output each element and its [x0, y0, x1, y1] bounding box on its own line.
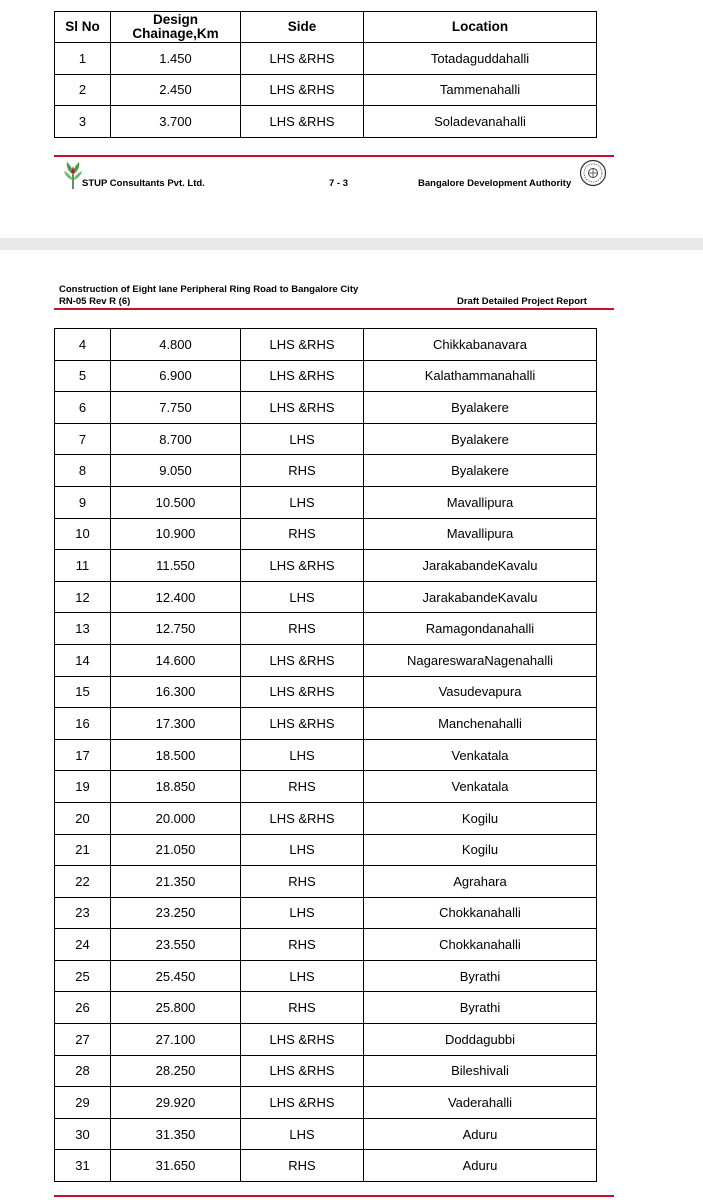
- cell-chainage: 21.050: [111, 834, 241, 866]
- footer-company: STUP Consultants Pvt. Ltd.: [82, 178, 205, 189]
- column-header-sl-no: Sl No: [55, 12, 111, 43]
- header-rule: [54, 308, 614, 310]
- cell-sl-no: 4: [55, 329, 111, 361]
- header-report-type: Draft Detailed Project Report: [457, 296, 587, 307]
- cell-sl-no: 10: [55, 518, 111, 550]
- cell-chainage: 6.900: [111, 360, 241, 392]
- cell-sl-no: 8: [55, 455, 111, 487]
- cell-sl-no: 16: [55, 708, 111, 740]
- cell-chainage: 27.100: [111, 1024, 241, 1056]
- table-row: [55, 992, 597, 1024]
- cell-location: Chokkanahalli: [364, 929, 597, 961]
- table-row: [55, 613, 597, 645]
- cell-location: Ramagondanahalli: [364, 613, 597, 645]
- cell-location: Aduru: [364, 1150, 597, 1182]
- cell-sl-no: 21: [55, 834, 111, 866]
- cell-location: Doddagubbi: [364, 1024, 597, 1056]
- table-row: [55, 360, 597, 392]
- table-row: [55, 43, 597, 75]
- table-row: [55, 960, 597, 992]
- cell-location: Mavallipura: [364, 518, 597, 550]
- cell-chainage: 1.450: [111, 43, 241, 75]
- cell-sl-no: 15: [55, 676, 111, 708]
- cell-chainage: 20.000: [111, 802, 241, 834]
- cell-location: Venkatala: [364, 771, 597, 803]
- cell-chainage: 23.250: [111, 897, 241, 929]
- cell-chainage: 3.700: [111, 106, 241, 138]
- cell-sl-no: 19: [55, 771, 111, 803]
- cell-side: LHS: [241, 581, 364, 613]
- cell-side: LHS &RHS: [241, 43, 364, 75]
- cell-sl-no: 7: [55, 423, 111, 455]
- cell-chainage: 4.800: [111, 329, 241, 361]
- cell-location: JarakabandeKavalu: [364, 550, 597, 582]
- cell-chainage: 18.850: [111, 771, 241, 803]
- cell-side: RHS: [241, 929, 364, 961]
- cell-location: Soladevanahalli: [364, 106, 597, 138]
- cell-sl-no: 1: [55, 43, 111, 75]
- cell-chainage: 12.400: [111, 581, 241, 613]
- table-row: [55, 834, 597, 866]
- cell-chainage: 31.350: [111, 1118, 241, 1150]
- cell-location: Chokkanahalli: [364, 897, 597, 929]
- cell-sl-no: 13: [55, 613, 111, 645]
- cell-sl-no: 24: [55, 929, 111, 961]
- table-row: [55, 1055, 597, 1087]
- cell-location: Byrathi: [364, 960, 597, 992]
- cell-chainage: 11.550: [111, 550, 241, 582]
- table-row: [55, 676, 597, 708]
- stup-logo-icon: [62, 160, 84, 190]
- table-row: [55, 897, 597, 929]
- cell-sl-no: 12: [55, 581, 111, 613]
- cell-side: RHS: [241, 613, 364, 645]
- table-row: [55, 486, 597, 518]
- chainage-table-page-2: [54, 328, 597, 1182]
- cell-sl-no: 6: [55, 392, 111, 424]
- bda-seal-icon: [579, 159, 607, 187]
- cell-side: LHS &RHS: [241, 802, 364, 834]
- table-row: [55, 1087, 597, 1119]
- footer-rule-page-2: [54, 1195, 614, 1197]
- cell-side: LHS &RHS: [241, 360, 364, 392]
- table-row: [55, 455, 597, 487]
- column-header-chainage-line1: Design: [152, 12, 198, 27]
- cell-location: Totadaguddahalli: [364, 43, 597, 75]
- cell-location: Kalathammanahalli: [364, 360, 597, 392]
- page-separator: [0, 238, 703, 250]
- table-row: [55, 518, 597, 550]
- cell-location: Byalakere: [364, 392, 597, 424]
- cell-location: Aduru: [364, 1118, 597, 1150]
- cell-side: RHS: [241, 455, 364, 487]
- table-row: [55, 802, 597, 834]
- cell-chainage: 23.550: [111, 929, 241, 961]
- cell-side: LHS: [241, 897, 364, 929]
- cell-side: LHS: [241, 834, 364, 866]
- cell-location: Venkatala: [364, 739, 597, 771]
- footer-authority: Bangalore Development Authority: [418, 178, 572, 189]
- cell-sl-no: 25: [55, 960, 111, 992]
- cell-location: NagareswaraNagenahalli: [364, 644, 597, 676]
- cell-side: LHS &RHS: [241, 392, 364, 424]
- table-row: [55, 708, 597, 740]
- cell-chainage: 14.600: [111, 644, 241, 676]
- cell-sl-no: 27: [55, 1024, 111, 1056]
- cell-chainage: 31.650: [111, 1150, 241, 1182]
- cell-side: RHS: [241, 866, 364, 898]
- footer-rule: [54, 155, 614, 157]
- cell-location: Tammenahalli: [364, 74, 597, 106]
- table-row: [55, 739, 597, 771]
- cell-chainage: 21.350: [111, 866, 241, 898]
- cell-sl-no: 26: [55, 992, 111, 1024]
- cell-side: LHS &RHS: [241, 644, 364, 676]
- cell-sl-no: 29: [55, 1087, 111, 1119]
- cell-side: RHS: [241, 1150, 364, 1182]
- cell-sl-no: 23: [55, 897, 111, 929]
- cell-side: LHS &RHS: [241, 1024, 364, 1056]
- cell-sl-no: 2: [55, 74, 111, 106]
- cell-side: RHS: [241, 518, 364, 550]
- table-row: [55, 550, 597, 582]
- cell-location: Bileshivali: [364, 1055, 597, 1087]
- cell-chainage: 12.750: [111, 613, 241, 645]
- cell-chainage: 25.800: [111, 992, 241, 1024]
- column-header-chainage-line2: Chainage,Km: [132, 26, 219, 41]
- cell-location: Kogilu: [364, 834, 597, 866]
- cell-sl-no: 5: [55, 360, 111, 392]
- cell-sl-no: 20: [55, 802, 111, 834]
- cell-sl-no: 9: [55, 486, 111, 518]
- cell-side: LHS &RHS: [241, 708, 364, 740]
- cell-side: LHS: [241, 423, 364, 455]
- cell-chainage: 8.700: [111, 423, 241, 455]
- cell-chainage: 29.920: [111, 1087, 241, 1119]
- table-row: [55, 581, 597, 613]
- cell-location: Kogilu: [364, 802, 597, 834]
- table-row: [55, 1150, 597, 1182]
- cell-chainage: 7.750: [111, 392, 241, 424]
- cell-sl-no: 30: [55, 1118, 111, 1150]
- table-row: [55, 392, 597, 424]
- cell-location: Mavallipura: [364, 486, 597, 518]
- table-row: [55, 1024, 597, 1056]
- cell-sl-no: 17: [55, 739, 111, 771]
- cell-side: LHS: [241, 486, 364, 518]
- table-row: [55, 1118, 597, 1150]
- cell-chainage: 18.500: [111, 739, 241, 771]
- header-revision: RN-05 Rev R (6): [59, 296, 131, 307]
- cell-chainage: 2.450: [111, 74, 241, 106]
- table-row: [55, 866, 597, 898]
- cell-sl-no: 31: [55, 1150, 111, 1182]
- table-row: [55, 74, 597, 106]
- table-row: [55, 771, 597, 803]
- cell-chainage: 28.250: [111, 1055, 241, 1087]
- cell-location: Byalakere: [364, 455, 597, 487]
- footer-page-number: 7 - 3: [329, 178, 349, 189]
- cell-chainage: 9.050: [111, 455, 241, 487]
- table-row: [55, 929, 597, 961]
- cell-chainage: 10.500: [111, 486, 241, 518]
- cell-side: LHS &RHS: [241, 74, 364, 106]
- cell-side: LHS: [241, 960, 364, 992]
- cell-side: LHS &RHS: [241, 1055, 364, 1087]
- cell-side: LHS &RHS: [241, 106, 364, 138]
- column-header-location: Location: [364, 12, 597, 43]
- column-header-side: Side: [241, 12, 364, 43]
- cell-location: Vaderahalli: [364, 1087, 597, 1119]
- column-header-chainage: [111, 12, 241, 43]
- cell-sl-no: 28: [55, 1055, 111, 1087]
- table-row: [55, 329, 597, 361]
- document-page-2: [0, 250, 703, 1200]
- cell-location: Vasudevapura: [364, 676, 597, 708]
- cell-sl-no: 3: [55, 106, 111, 138]
- cell-sl-no: 11: [55, 550, 111, 582]
- cell-chainage: 17.300: [111, 708, 241, 740]
- cell-side: LHS &RHS: [241, 329, 364, 361]
- cell-location: Agrahara: [364, 866, 597, 898]
- chainage-table-page-1: [54, 11, 597, 138]
- cell-location: Byalakere: [364, 423, 597, 455]
- table-header-row: [55, 12, 597, 43]
- cell-side: LHS &RHS: [241, 676, 364, 708]
- header-project-title: Construction of Eight lane Peripheral Ring Road to Bangalore City: [59, 284, 359, 295]
- cell-side: LHS &RHS: [241, 550, 364, 582]
- cell-side: RHS: [241, 992, 364, 1024]
- cell-side: LHS: [241, 739, 364, 771]
- cell-location: JarakabandeKavalu: [364, 581, 597, 613]
- cell-side: LHS: [241, 1118, 364, 1150]
- cell-location: Chikkabanavara: [364, 329, 597, 361]
- cell-location: Byrathi: [364, 992, 597, 1024]
- cell-chainage: 10.900: [111, 518, 241, 550]
- cell-side: RHS: [241, 771, 364, 803]
- cell-sl-no: 22: [55, 866, 111, 898]
- table-row: [55, 423, 597, 455]
- cell-location: Manchenahalli: [364, 708, 597, 740]
- cell-chainage: 16.300: [111, 676, 241, 708]
- table-row: [55, 106, 597, 138]
- cell-side: LHS &RHS: [241, 1087, 364, 1119]
- document-page-1: [0, 0, 703, 238]
- table-row: [55, 644, 597, 676]
- cell-sl-no: 14: [55, 644, 111, 676]
- cell-chainage: 25.450: [111, 960, 241, 992]
